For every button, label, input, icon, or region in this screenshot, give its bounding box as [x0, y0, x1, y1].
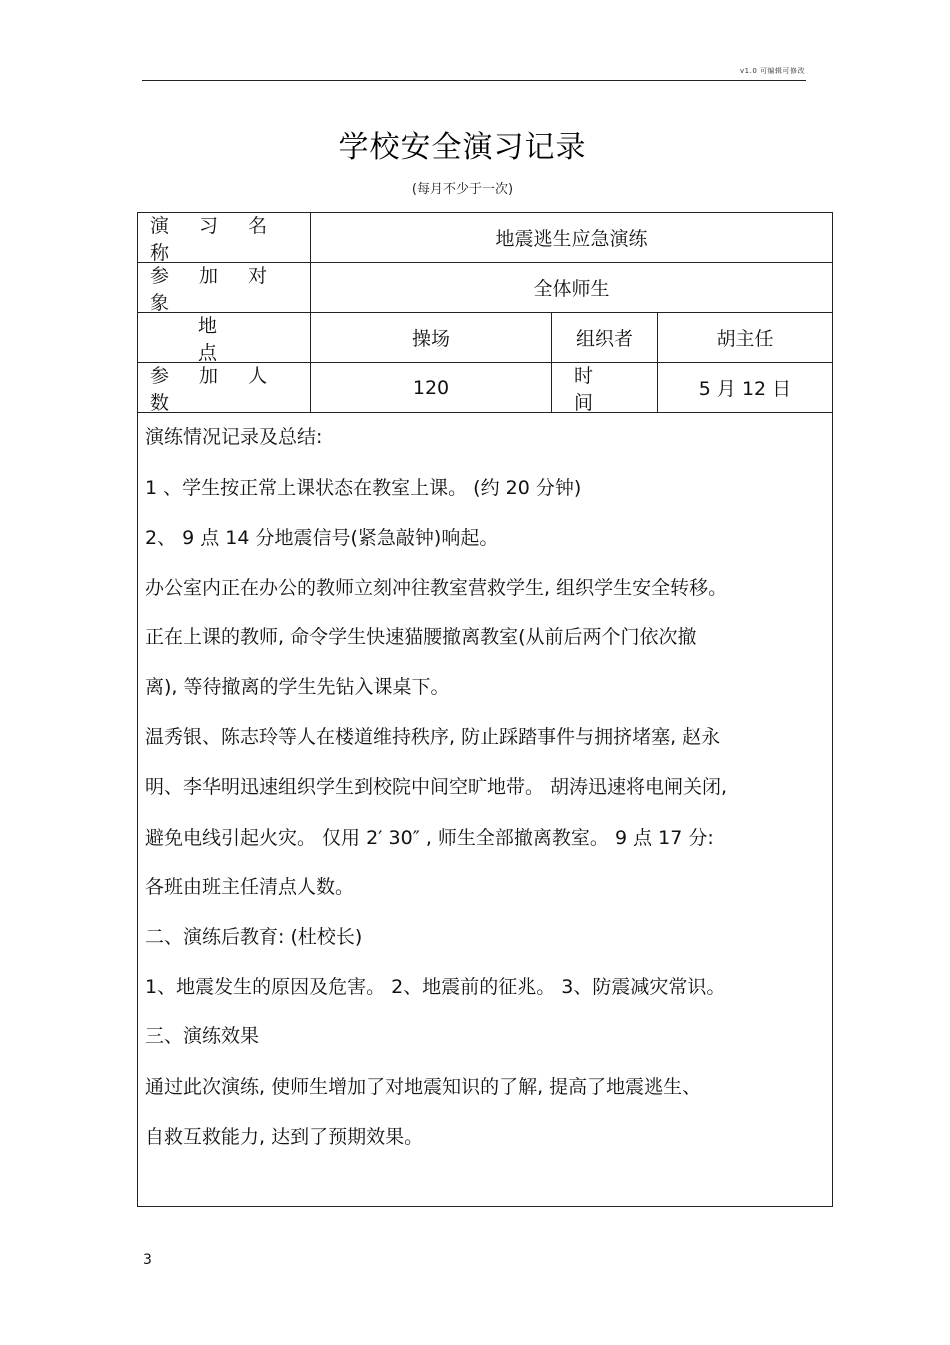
- participants-value-text: 全体师生: [533, 278, 610, 300]
- drill-record-table: [137, 212, 833, 1207]
- count-label-text: 参 加 人 数: [150, 364, 280, 414]
- participants-label: [138, 263, 310, 312]
- table-row-participants: [138, 263, 832, 313]
- summary-line-9: 各班由班主任清点人数。: [145, 876, 355, 898]
- summary-line-7: 明、李华明迅速组织学生到校院中间空旷地带。 胡涛迅速将电闸关闭,: [145, 776, 728, 798]
- summary-line-1: 1 、学生按正常上课状态在教室上课。 (约 20 分钟): [145, 477, 582, 499]
- effect-heading: 三、演练效果: [145, 1025, 260, 1047]
- participants-value: [310, 263, 832, 312]
- drill-name-value-text: 地震逃生应急演练: [495, 228, 648, 250]
- header-version-note: v1.0 可编辑可修改: [740, 67, 805, 75]
- table-row-count: [138, 363, 832, 413]
- table-row-drill-name: [138, 213, 832, 263]
- count-value-text: 120: [412, 376, 450, 399]
- organizer-value: [657, 313, 832, 362]
- time-label: [551, 363, 657, 412]
- summary-heading: 演练情况记录及总结:: [145, 426, 323, 448]
- summary-line-6: 温秀银、陈志玲等人在楼道维持秩序, 防止踩踏事件与拥挤堵塞, 赵永: [145, 726, 721, 748]
- location-label-text: 地 点: [198, 314, 278, 364]
- education-heading: 二、演练后教育: (杜校长): [145, 926, 363, 948]
- summary-line-3: 办公室内正在办公的教师立刻冲往教室营救学生, 组织学生安全转移。: [145, 577, 728, 599]
- document-title: 学校安全演习记录: [338, 130, 587, 165]
- summary-line-4: 正在上课的教师, 命令学生快速猫腰撤离教室(从前后两个门依次撤: [145, 626, 697, 648]
- header-rule: [142, 80, 806, 81]
- organizer-label-text: 组织者: [575, 328, 633, 350]
- effect-line-2: 自救互救能力, 达到了预期效果。: [145, 1126, 424, 1148]
- organizer-label: [551, 313, 657, 362]
- effect-line-1: 通过此次演练, 使师生增加了对地震知识的了解, 提高了地震逃生、: [145, 1076, 702, 1098]
- location-value-text: 操场: [411, 328, 450, 350]
- time-label-text: 时 间: [574, 364, 616, 414]
- location-value: [310, 313, 551, 362]
- drill-name-label-text: 演 习 名 称: [150, 214, 280, 264]
- drill-name-label: [138, 213, 310, 262]
- participants-label-text: 参 加 对 象: [150, 264, 280, 314]
- document-subtitle: (每月不少于一次): [411, 182, 514, 197]
- table-row-location: [138, 313, 832, 363]
- count-label: [138, 363, 310, 412]
- education-points: 1、地震发生的原因及危害。 2、地震前的征兆。 3、防震减灾常识。: [145, 976, 726, 998]
- summary-line-2: 2、 9 点 14 分地震信号(紧急敲钟)响起。: [145, 527, 499, 549]
- time-value: [657, 363, 832, 412]
- summary-line-8: 避免电线引起火灾。 仅用 2′ 30″ , 师生全部撤离教室。 9 点 17 分:: [145, 827, 714, 849]
- count-value: [310, 363, 551, 412]
- time-value-text: 5 月 12 日: [698, 378, 792, 400]
- drill-name-value: [310, 213, 832, 262]
- organizer-value-text: 胡主任: [716, 328, 774, 350]
- location-label: [138, 313, 310, 362]
- summary-line-5: 离), 等待撤离的学生先钻入课桌下。: [145, 676, 450, 698]
- page-number: 3: [143, 1252, 152, 1268]
